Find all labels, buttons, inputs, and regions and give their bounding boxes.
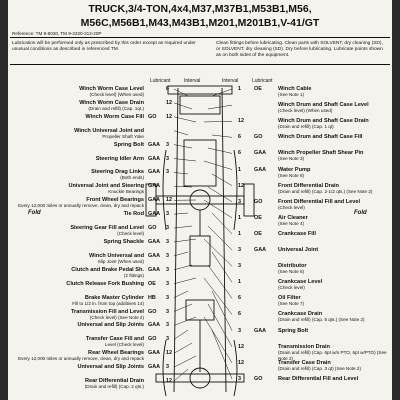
right-item-interval: 1 — [238, 86, 241, 92]
right-item-name: Winch Drum and Shaft Case Fill — [278, 134, 363, 141]
right-item-detail: (See Note 8) — [278, 172, 305, 178]
right-item-interval: 1 — [238, 166, 241, 173]
left-item-lubricant: GAA — [148, 211, 160, 218]
leader-line — [204, 200, 232, 218]
left-item-name: Universal Joint and Steering — [68, 183, 144, 190]
leader-line — [174, 89, 188, 96]
left-item-interval: 3 — [166, 322, 169, 329]
right-item-name: Rear Differential Fill and Level — [278, 375, 359, 382]
right-item-detail: (Check level) — [278, 285, 305, 291]
transmission — [190, 236, 210, 266]
left-item-detail: (Both ends) — [120, 175, 144, 181]
right-item-detail: (Drain and refill) (Cap. 3 qt) (See Note 2) — [278, 365, 361, 371]
lubrication-order-sheet — [8, 0, 392, 400]
front-spring-left — [163, 150, 166, 230]
left-item-interval: 3 — [166, 280, 169, 287]
right-item-interval: 1 — [238, 214, 241, 221]
left-item-name: Steering Idler Arm — [95, 155, 144, 162]
right-item-name: Water Pump — [278, 166, 311, 173]
left-item-name: Rear Wheel Bearings — [88, 350, 144, 357]
left-item-detail: (Check level) (When used) — [89, 92, 144, 97]
right-item-lubricant: GAA — [254, 247, 266, 254]
leader-line — [212, 330, 232, 379]
left-item-interval: 3 — [166, 211, 169, 218]
leader-line — [174, 239, 196, 242]
left-item-lubricant: GO — [148, 113, 157, 120]
title-line-1: TRUCK,3/4-TON,4x4,M37,M37B1,M53B1,M56, — [88, 3, 312, 15]
left-item-detail: (Drain and refill) (Cap. 1qt.) — [88, 105, 144, 111]
left-item-interval: 6 — [166, 86, 169, 92]
right-item-label — [278, 167, 388, 179]
left-item-interval: 12 — [166, 350, 172, 357]
left-item-detail: (Check level) (See Note 2) — [89, 314, 144, 320]
left-item-interval: 3 — [166, 294, 169, 301]
left-item-lubricant: GAA — [148, 266, 160, 273]
right-item-label — [278, 183, 388, 195]
right-item-name: Winch Drum and Shaft Case Drain — [278, 118, 369, 125]
left-item-lubricant: GAA — [148, 350, 160, 357]
rear-spring-right — [234, 340, 237, 396]
right-item-interval: 6 — [238, 295, 241, 302]
right-item-interval: 3 — [238, 375, 241, 382]
right-item-detail: (Drain and refill) (Cap. 2-1/2 qts.) (See Note 2) — [278, 188, 373, 194]
left-item-lubricant: GAA — [148, 252, 160, 259]
left-item-interval: 12 — [166, 113, 172, 120]
left-item-name: Clutch and Brake Pedal Sh. — [71, 266, 144, 273]
right-item-label — [278, 118, 388, 130]
right-item-lubricant: GO — [254, 198, 263, 205]
left-item-interval: 12 — [166, 378, 172, 385]
left-item-label — [12, 309, 144, 321]
leader-line — [174, 131, 188, 135]
left-item-interval: 12 — [166, 99, 172, 106]
leader-line — [174, 265, 192, 270]
right-item-interval: 1 — [238, 279, 241, 286]
right-item-detail: (Check level) — [278, 204, 305, 210]
right-item-name: Crankcase Drain — [278, 311, 323, 318]
right-item-name: Transfer Case Drain — [278, 359, 331, 366]
right-item-name: Winch Cable — [278, 86, 312, 92]
right-item-detail: (See Note 6) — [278, 269, 305, 275]
right-item-name: Air Cleaner — [278, 214, 308, 221]
right-item-lubricant: OE — [254, 86, 262, 92]
left-item-name: Brake Master Cylinder — [84, 294, 144, 301]
left-item-name: Tie Rod — [123, 211, 144, 218]
header-left-interval: Interval — [184, 78, 201, 84]
right-item-name: Winch Propeller Shaft Shear Pin — [278, 150, 364, 157]
right-item-label — [278, 150, 388, 162]
left-item-name: Spring Bolt — [113, 141, 144, 148]
left-item-lubricant: GAA — [148, 155, 160, 162]
right-item-label — [278, 311, 388, 323]
left-item-lubricant: OE — [148, 280, 156, 287]
right-item-detail: (Drain and refill) (Cap. 1 qt) — [278, 124, 334, 130]
left-item-detail: Fill to 1/2 in. from top (additives 14) — [72, 300, 144, 306]
right-item-name: Crankcase Level — [278, 279, 323, 286]
left-item-label — [12, 364, 144, 370]
left-item-interval: 3 — [166, 155, 169, 162]
right-item-name: Spring Bolt — [278, 327, 309, 334]
right-item-name: Front Differential Drain — [278, 182, 339, 189]
left-item-name: Spring Shackle — [103, 239, 144, 245]
left-item-lubricant: GAA — [148, 197, 160, 204]
left-item-detail: Knuckle Bearings — [108, 189, 144, 195]
right-item-interval: 3 — [238, 198, 241, 205]
left-item-interval: 12 — [166, 197, 172, 204]
leader-line — [174, 278, 196, 284]
header-right-interval: Interval — [222, 78, 239, 84]
left-item-label — [12, 253, 144, 265]
leader-line — [208, 148, 232, 153]
left-item-detail: (2 fittings) — [123, 272, 144, 278]
right-item-detail: (See Note 1) — [278, 92, 305, 97]
left-item-name: Winch Worm Case Drain — [79, 99, 144, 106]
right-item-name: Distributor — [278, 263, 307, 270]
leader-line — [174, 103, 192, 109]
right-item-interval: 3 — [238, 327, 241, 334]
right-item-label — [278, 199, 388, 211]
leader-line — [174, 369, 188, 381]
reference-text: Reference: TM 9-8030, TM 9-2320-212-20P — [12, 31, 102, 36]
left-item-name: Rear Differential Drain — [84, 378, 144, 385]
right-item-lubricant: GAA — [254, 166, 266, 173]
left-item-name: Universal and Slip Joints — [77, 322, 144, 329]
right-item-interval: 12 — [238, 118, 244, 125]
right-item-name: Winch Drum and Shaft Case Level — [278, 102, 369, 109]
left-item-name: Clutch Release Fork Bushing — [66, 280, 144, 287]
left-item-lubricant: GO — [148, 336, 157, 343]
right-item-label — [278, 247, 388, 253]
right-item-detail: (See Note 7) — [278, 301, 305, 307]
left-item-label — [12, 322, 144, 328]
leader-line — [204, 317, 232, 363]
right-item-label — [278, 328, 388, 334]
right-item-label — [278, 263, 388, 275]
right-item-label — [278, 134, 388, 140]
left-item-lubricant: HB — [148, 294, 156, 301]
right-item-lubricant: GO — [254, 375, 263, 382]
left-item-name: Front Wheel Bearings — [86, 197, 144, 204]
frame-rail-left — [174, 88, 178, 392]
right-item-lubricant: OE — [254, 214, 262, 221]
right-item-interval: 12 — [238, 343, 244, 350]
left-item-name: Winch Universal and — [89, 252, 144, 259]
left-item-interval: 3 — [166, 225, 169, 232]
leader-line — [174, 317, 196, 325]
leader-line — [212, 135, 232, 137]
right-item-interval: 6 — [238, 311, 241, 318]
left-item-detail: (Check level) — [117, 231, 144, 237]
right-item-detail: (Drain and refill) (Cap. 5 qts.) (See Note 2) — [278, 317, 365, 323]
left-item-label — [12, 169, 144, 181]
header-right-lubricant: Lubricant — [252, 78, 273, 84]
right-item-label — [278, 102, 388, 114]
left-item-name: Universal and Slip Joints — [77, 364, 144, 371]
left-item-lubricant: GAA — [148, 239, 160, 245]
left-item-lubricant: GO — [148, 225, 157, 232]
left-item-detail: Every 12,000 miles or annually remove, clean, dry and repack — [18, 203, 144, 209]
left-item-label — [12, 197, 144, 209]
leader-line — [204, 121, 232, 122]
right-item-lubricant: OE — [254, 230, 262, 237]
left-item-label — [12, 211, 144, 217]
leader-line — [174, 226, 192, 228]
left-item-interval: 3 — [166, 336, 169, 343]
front-spring-right — [234, 150, 237, 230]
left-item-interval: 3 — [166, 308, 169, 315]
fold-mark-right: Fold — [354, 210, 367, 216]
note-right: Clean fittings before lubricating. Clean parts with SOLVENT, dry cleaning (SD), or SOLVENT, dry cleaning (SD). Dry before lubricating. Lubricate points shown as on both sides of the equipment. — [216, 41, 383, 58]
front-wheel-right — [244, 184, 254, 216]
left-item-name: Transmission Fill and Level — [70, 308, 144, 315]
left-item-interval: 3 — [166, 169, 169, 176]
leader-line — [208, 187, 232, 202]
right-item-name: Transmission Drain — [278, 343, 330, 350]
left-item-label — [12, 183, 144, 195]
right-item-detail: (Check level) (When used) — [278, 108, 333, 114]
header-left-lubricant: Lubricant — [150, 78, 171, 84]
leader-line — [174, 330, 188, 339]
right-item-name: Front Differential Fill and Level — [278, 198, 361, 205]
left-item-detail: Propeller Shaft Yoke — [102, 133, 144, 139]
winch — [180, 96, 220, 114]
left-item-interval: 3 — [166, 141, 169, 148]
leader-line — [204, 239, 232, 266]
left-item-lubricant: GAA — [148, 183, 160, 190]
left-item-detail: (Drain and refill) (Cap. 2 qts.) — [84, 384, 144, 390]
right-item-detail: (See Note 3) — [278, 156, 305, 162]
left-item-name: Transfer Case Fill and — [85, 336, 144, 343]
right-item-label — [278, 295, 388, 307]
leader-line — [204, 161, 232, 170]
left-item-lubricant: GAA — [148, 141, 160, 148]
right-item-interval: 12 — [238, 182, 244, 189]
left-item-label — [12, 267, 144, 279]
left-item-label — [12, 295, 144, 307]
left-item-label — [12, 114, 144, 120]
right-item-label — [278, 376, 388, 382]
left-item-detail: Level (Check level) — [104, 342, 144, 348]
right-item-name: Oil Filter — [278, 295, 301, 302]
title-line-2: M56C,M56B1,M43,M43B1,M201,M201B1,V-41/GT — [80, 17, 320, 29]
leader-lines — [174, 89, 232, 381]
left-item-lubricant: GAA — [148, 169, 160, 176]
transfer-case — [186, 300, 214, 320]
right-item-label — [278, 215, 388, 227]
right-item-interval: 1 — [238, 230, 241, 237]
right-item-label — [278, 86, 388, 98]
left-item-detail: Slip Joint (When used) — [97, 258, 144, 264]
left-item-name: Winch Worm Case Fill — [85, 113, 144, 120]
leader-line — [204, 278, 232, 314]
left-item-label — [12, 128, 144, 140]
right-item-name: Crankcase Fill — [278, 230, 316, 237]
right-item-lubricant: GAA — [254, 150, 266, 157]
left-item-label — [12, 378, 144, 390]
right-item-detail: (See Note 4) — [278, 220, 305, 226]
left-item-label — [12, 225, 144, 237]
left-item-label — [12, 239, 144, 245]
left-item-label — [12, 336, 144, 348]
right-item-interval: 3 — [238, 247, 241, 254]
left-item-lubricant: GO — [148, 308, 157, 315]
leader-line — [174, 172, 188, 174]
note-left: Lubrication will be performed only as prescribed by this order except as required under unusual conditions as described in referenced TM. — [12, 41, 196, 52]
leader-line — [174, 343, 192, 353]
right-item-lubricant: GO — [254, 134, 263, 141]
left-item-label — [12, 142, 144, 148]
leader-line — [208, 304, 232, 347]
left-item-name: Winch Universal Joint and — [74, 127, 144, 134]
leader-line — [212, 174, 232, 186]
left-item-label — [12, 281, 144, 287]
fold-mark-left: Fold — [28, 210, 41, 216]
left-item-label — [12, 100, 144, 112]
left-item-detail: Every 12,000 miles or annually remove, clean, dry and repack — [18, 356, 144, 362]
right-item-interval: 6 — [238, 150, 241, 157]
leader-line — [174, 356, 196, 367]
right-item-label — [278, 360, 388, 372]
left-item-interval: 3 — [166, 266, 169, 273]
left-item-label — [12, 156, 144, 162]
leader-line — [174, 304, 192, 312]
right-item-label — [278, 231, 388, 237]
left-item-name: Winch Worm Case Level — [79, 86, 144, 92]
right-item-label — [278, 279, 388, 291]
right-item-interval: 3 — [238, 263, 241, 270]
right-item-name: Universal Joint — [278, 247, 319, 254]
frame-rail-right — [222, 88, 226, 392]
right-item-interval: 6 — [238, 134, 241, 141]
left-item-name: Steering Drag Links — [91, 169, 144, 176]
left-item-interval: 3 — [166, 252, 169, 259]
left-item-label — [12, 86, 144, 98]
leader-line — [174, 145, 192, 148]
leader-line — [208, 265, 232, 298]
right-item-lubricant: GAA — [254, 327, 266, 334]
left-item-lubricant: GAA — [148, 322, 160, 329]
right-item-detail: (Drain and refill) (Cap. 6pt w/o PTO, 6pt w/PTO) (See Note 2) — [278, 349, 387, 361]
leader-line — [174, 291, 188, 298]
left-item-label — [12, 350, 144, 362]
left-item-interval: 3 — [166, 239, 169, 245]
right-item-interval: 12 — [238, 359, 244, 366]
left-item-lubricant: GAA — [148, 364, 160, 371]
left-item-name: Steering Gear Fill and Level — [70, 225, 144, 232]
left-item-interval: 3 — [166, 364, 169, 371]
